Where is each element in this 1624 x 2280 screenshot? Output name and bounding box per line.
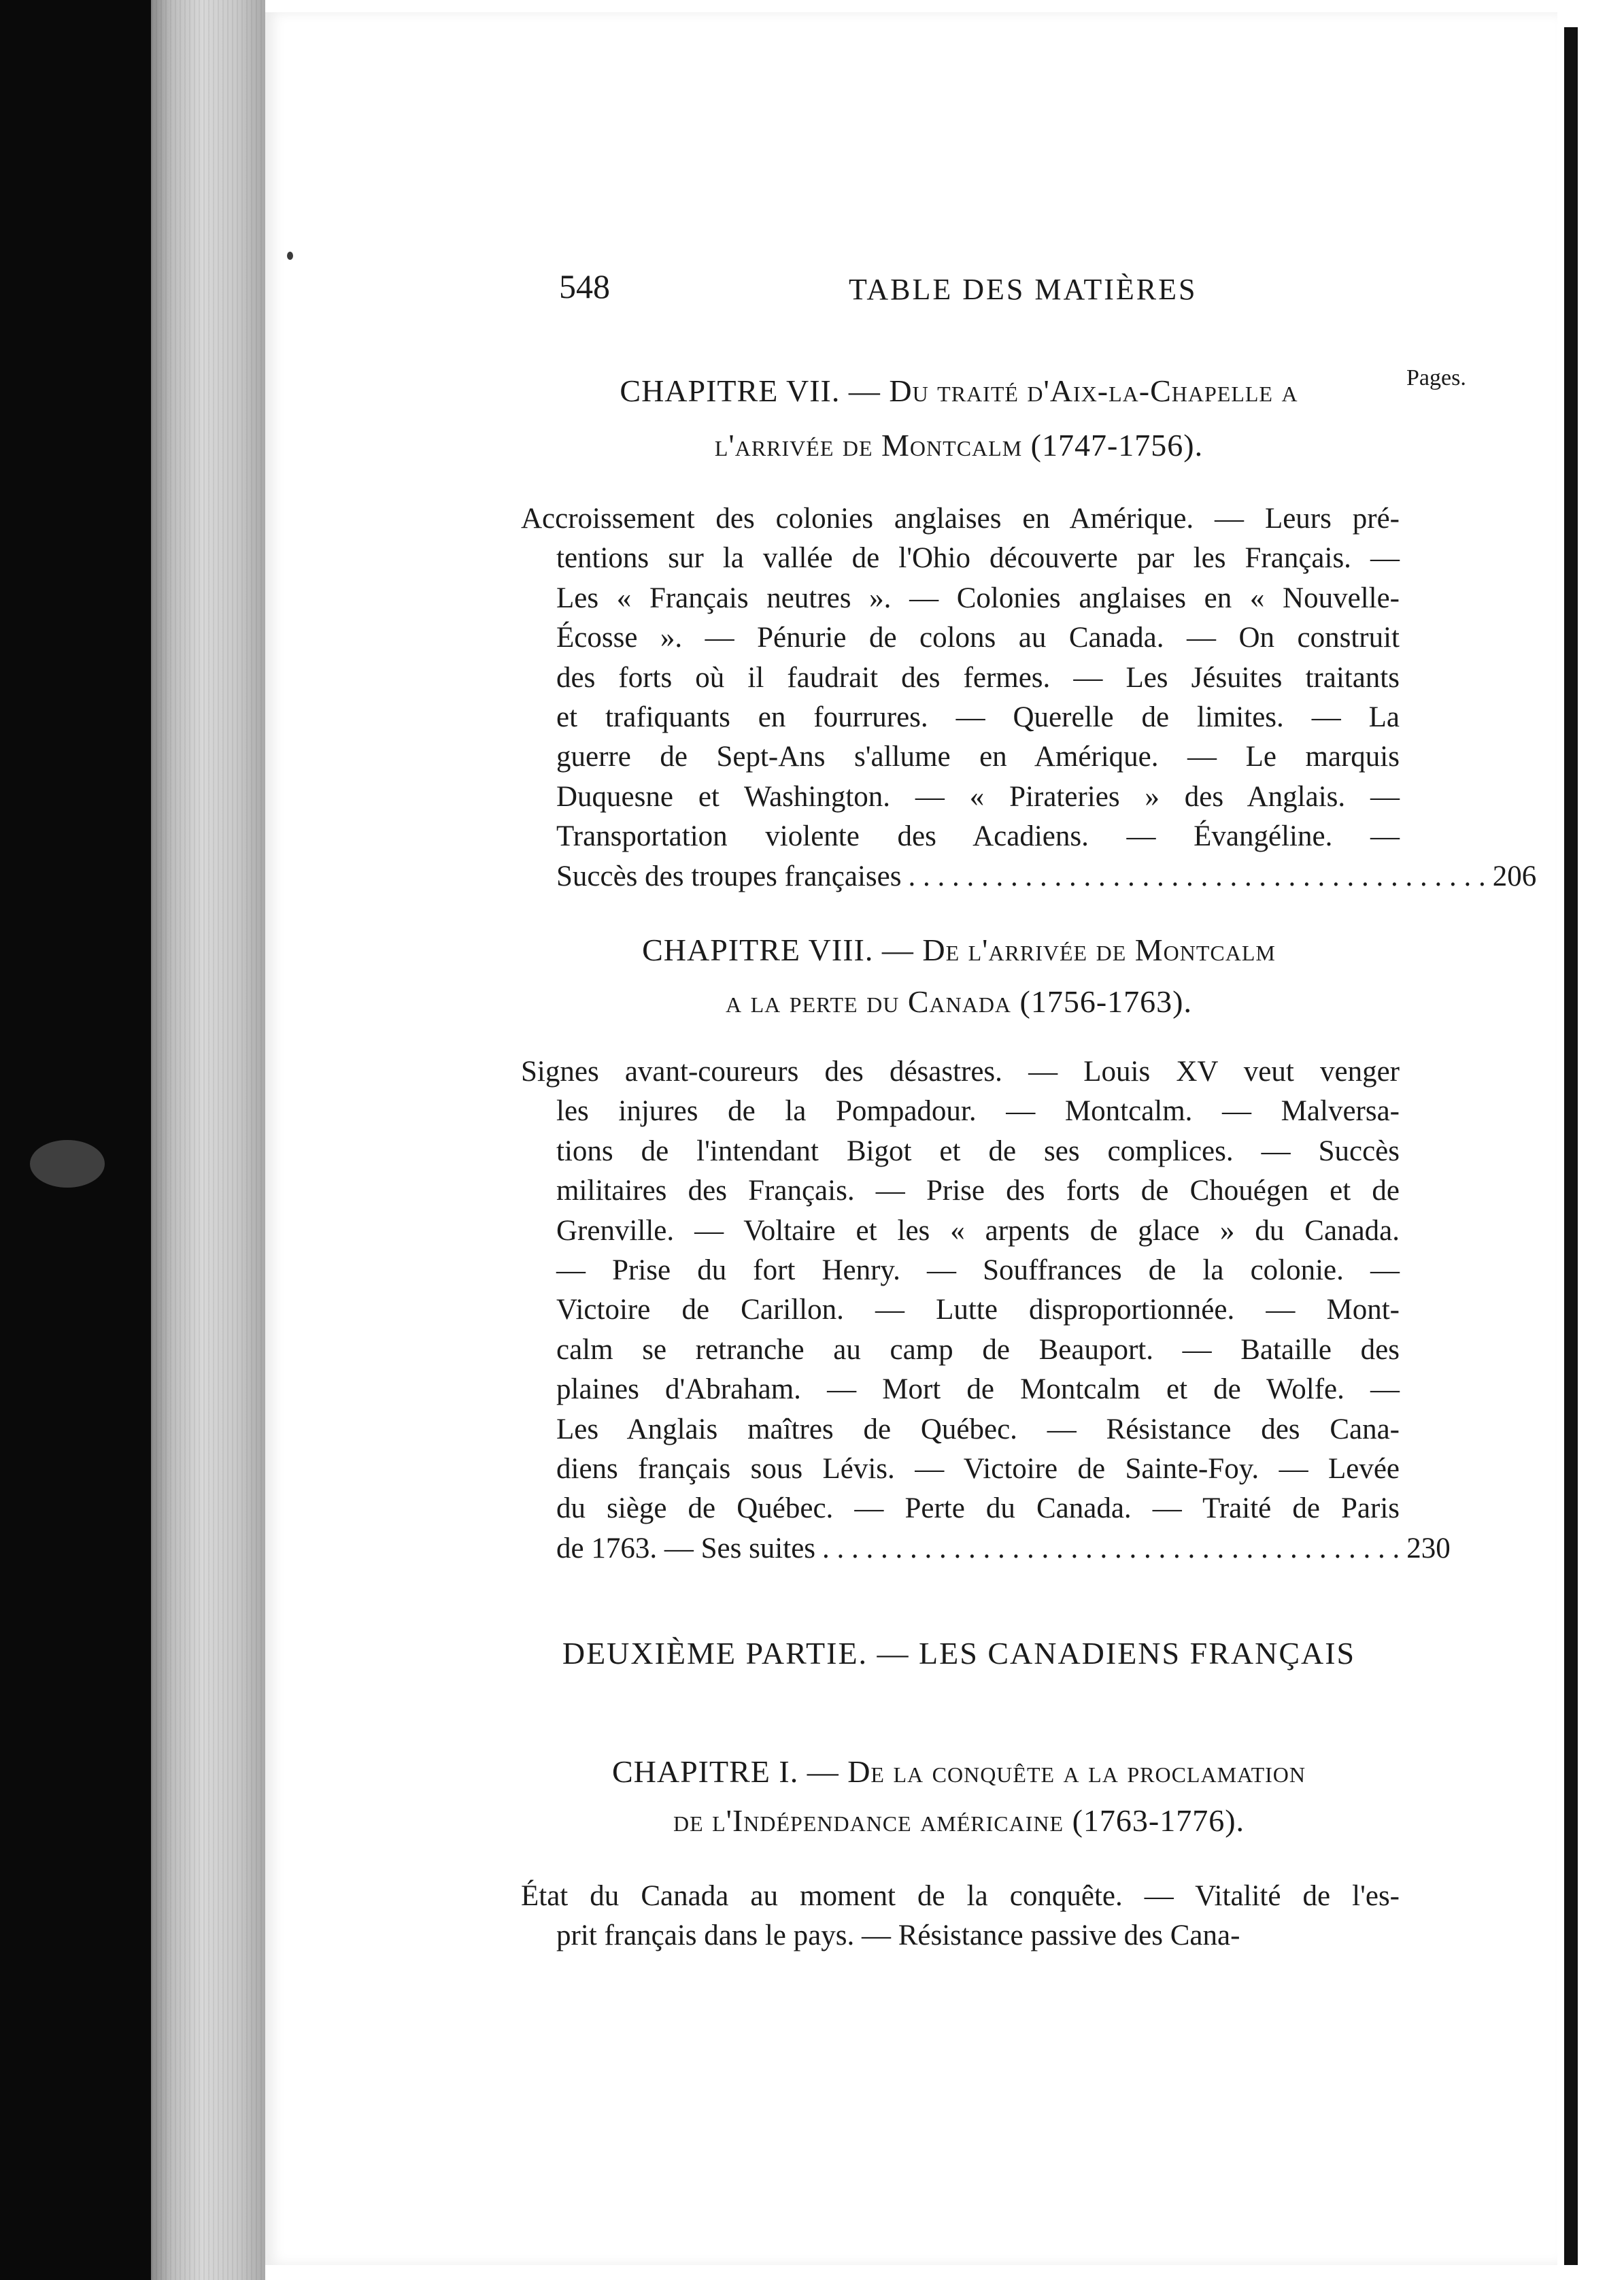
chapter-8-label: CHAPITRE VIII. — xyxy=(642,933,923,967)
summary-line: guerre de Sept-Ans s'allume en Amérique. — Le marquis xyxy=(556,741,1400,773)
chapter-1-subject-cont: de l'Indépendance américaine xyxy=(673,1803,1064,1838)
scan-speck xyxy=(287,252,293,260)
summary-line: des forts où il faudrait des fermes. — Les Jésuites traitants xyxy=(556,661,1400,694)
chapter-8-subject-cont: a la perte du Canada xyxy=(725,984,1012,1019)
summary-line: Écosse ». — Pénurie de colons au Canada. — On construit xyxy=(556,622,1400,654)
summary-line: de 1763. — Ses suites xyxy=(556,1532,816,1564)
summary-line: Les Anglais maîtres de Québec. — Résistance des Cana- xyxy=(556,1413,1400,1445)
summary-line: prit français dans le pays. — Résistance passive des Cana- xyxy=(556,1919,1240,1952)
dot-leader: . . . . . . . . . . . . . . . . . . . . . . . . . . . . . . . . . . . . . . . . xyxy=(908,860,1486,892)
summary-line: plaines d'Abraham. — Mort de Montcalm et de Wolfe. — xyxy=(556,1373,1400,1406)
chapter-8-title-line-2 xyxy=(558,984,1360,1020)
summary-line: du siège de Québec. — Perte du Canada. — Traité de Paris xyxy=(556,1492,1400,1525)
summary-line: — Prise du fort Henry. — Souffrances de la colonie. — xyxy=(556,1254,1400,1286)
summary-line: tentions sur la vallée de l'Ohio découverte par les Français. — xyxy=(556,542,1400,575)
summary-line: Grenville. — Voltaire et les « arpents de glace » du Canada. xyxy=(556,1214,1400,1247)
page-number: 548 xyxy=(559,267,610,305)
chapter-7-dates: (1747-1756). xyxy=(1022,428,1204,463)
chapter-1-dates: (1763-1776). xyxy=(1064,1803,1245,1838)
chapter-7-subject: Du traité d'Aix-la-Chapelle a xyxy=(889,373,1298,408)
summary-line: Transportation violente des Acadiens. — Évangéline. — xyxy=(556,820,1400,853)
summary-line: diens français sous Lévis. — Victoire de Sainte-Foy. — Levée xyxy=(556,1452,1400,1485)
facing-page-edge xyxy=(1564,27,1578,2265)
summary-line: militaires des Français. — Prise des forts de Chouégen et de xyxy=(556,1175,1400,1207)
chapter-8-subject: De l'arrivée de Montcalm xyxy=(922,933,1276,967)
chapter-7-subject-cont: l'arrivée de Montcalm xyxy=(714,428,1023,463)
book-page-edges xyxy=(151,0,265,2280)
chapter-8-summary xyxy=(521,1052,1451,1569)
summary-line: Duquesne et Washington. — « Pirateries » des Anglais. — xyxy=(556,780,1400,813)
chapter-7-title-line-2 xyxy=(558,427,1360,463)
summary-line: Accroissement des colonies anglaises en Amérique. — Leurs pré- xyxy=(521,503,1400,535)
summary-line: État du Canada au moment de la conquête. — Vitalité de l'es- xyxy=(521,1880,1400,1912)
chapter-1-label: CHAPITRE I. — xyxy=(611,1754,848,1789)
summary-line: les injures de la Pompadour. — Montcalm. — Malversa- xyxy=(556,1095,1400,1128)
summary-line: Signes avant-coureurs des désastres. — Louis XV veut venger xyxy=(521,1056,1400,1088)
chapter-7-label: CHAPITRE VII. — xyxy=(620,373,890,408)
chapter-1-summary xyxy=(521,1877,1400,1956)
summary-line: tions de l'intendant Bigot et de ses complices. — Succès xyxy=(556,1135,1400,1167)
chapter-1-subject: De la conquête a la proclamation xyxy=(847,1754,1306,1789)
summary-line: Les « Français neutres ». — Colonies anglaises en « Nouvelle- xyxy=(556,582,1400,614)
summary-last-line xyxy=(556,857,1537,896)
summary-line: Victoire de Carillon. — Lutte disproportionnée. — Mont- xyxy=(556,1294,1400,1326)
chapter-8-dates: (1756-1763). xyxy=(1011,984,1193,1019)
summary-line: calm se retranche au camp de Beauport. — Bataille des xyxy=(556,1333,1400,1366)
summary-line: Succès des troupes françaises xyxy=(556,860,902,892)
page-reference: 230 xyxy=(1406,1532,1451,1564)
pages-column-label: Pages. xyxy=(1406,365,1466,390)
page-reference: 206 xyxy=(1492,860,1537,892)
dot-leader: . . . . . . . . . . . . . . . . . . . . . . . . . . . . . . . . . . . . . . . . xyxy=(822,1532,1400,1564)
scan-margin xyxy=(1578,0,1624,2280)
chapter-8-title-line-1 xyxy=(558,932,1360,968)
summary-last-line xyxy=(556,1529,1451,1569)
part-2-title: DEUXIÈME PARTIE. — LES CANADIENS FRANÇAIS xyxy=(562,1636,1356,1671)
chapter-7-summary xyxy=(521,499,1537,896)
chapter-1-title-line-1 xyxy=(558,1754,1360,1790)
chapter-1-title-line-2 xyxy=(558,1803,1360,1839)
summary-line: et trafiquants en fourrures. — Querelle de limites. — La xyxy=(556,701,1400,733)
running-title: TABLE DES MATIÈRES xyxy=(849,273,1198,306)
chapter-7-title-line-1 xyxy=(558,373,1360,409)
scan-blot xyxy=(30,1140,105,1188)
